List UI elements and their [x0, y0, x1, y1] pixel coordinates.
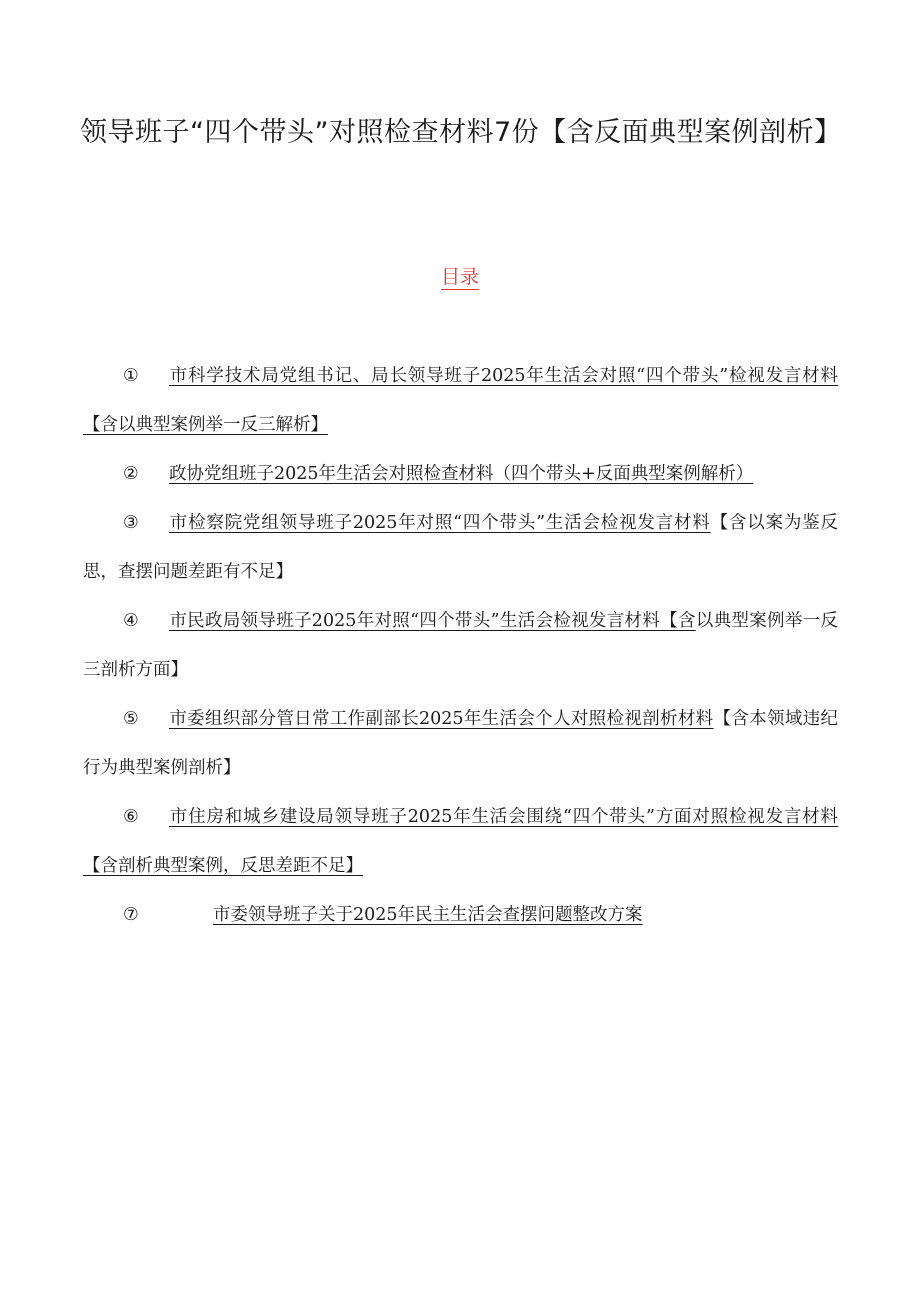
toc-item-number: ⑦: [123, 905, 139, 925]
document-title: 领导班子“四个带头”对照检查材料7份【含反面典型案例剖析】: [80, 117, 842, 148]
toc-item-number: ⑥: [123, 807, 139, 827]
toc-item-4: [83, 597, 838, 695]
toc-item-2: [83, 450, 838, 499]
toc-item-3: [83, 499, 838, 597]
toc-item-link[interactable]: 市检察院党组领导班子2025年对照“四个带头”生活会检视发言材料: [169, 513, 711, 533]
toc-heading-link[interactable]: 目录: [440, 266, 479, 288]
toc-item-suffix: 【含本领域违纪行为典型案例剖析】: [83, 709, 838, 778]
toc-item-number: ⑤: [123, 709, 139, 729]
toc-item-5: [83, 695, 838, 793]
toc-item-number: ③: [123, 513, 139, 533]
toc-item-link[interactable]: 市民政局领导班子2025年对照“四个带头”生活会检视发言材料【含: [169, 611, 696, 631]
toc-heading[interactable]: [0, 262, 920, 289]
toc-item-suffix: 以典型案例举一反三剖析方面】: [83, 611, 838, 680]
toc-item-link[interactable]: 市科学技术局党组书记、局长领导班子2025年生活会对照“四个带头”检视发言材料【含以典型案例举一反三解析】: [83, 366, 838, 435]
toc-item-7: [83, 891, 838, 940]
toc-item-6: [83, 793, 838, 891]
toc-item-suffix: 【含以案为鉴反思，查摆问题差距有不足】: [83, 513, 838, 582]
toc-item-number: ②: [123, 464, 139, 484]
table-of-contents: [83, 352, 838, 940]
toc-item-link[interactable]: 市委组织部分管日常工作副部长2025年生活会个人对照检视剖析材料: [169, 709, 714, 729]
toc-item-link[interactable]: 政协党组班子2025年生活会对照检查材料（四个带头+反面典型案例解析）: [169, 464, 754, 484]
toc-item-link[interactable]: 市委领导班子关于2025年民主生活会查摆问题整改方案: [213, 905, 643, 925]
toc-item-number: ④: [123, 611, 139, 631]
toc-item-link[interactable]: 市住房和城乡建设局领导班子2025年生活会围绕“四个带头”方面对照检视发言材料【含剖析典型案例，反思差距不足】: [83, 807, 838, 876]
toc-item-1: [83, 352, 838, 450]
toc-item-number: ①: [123, 366, 139, 386]
